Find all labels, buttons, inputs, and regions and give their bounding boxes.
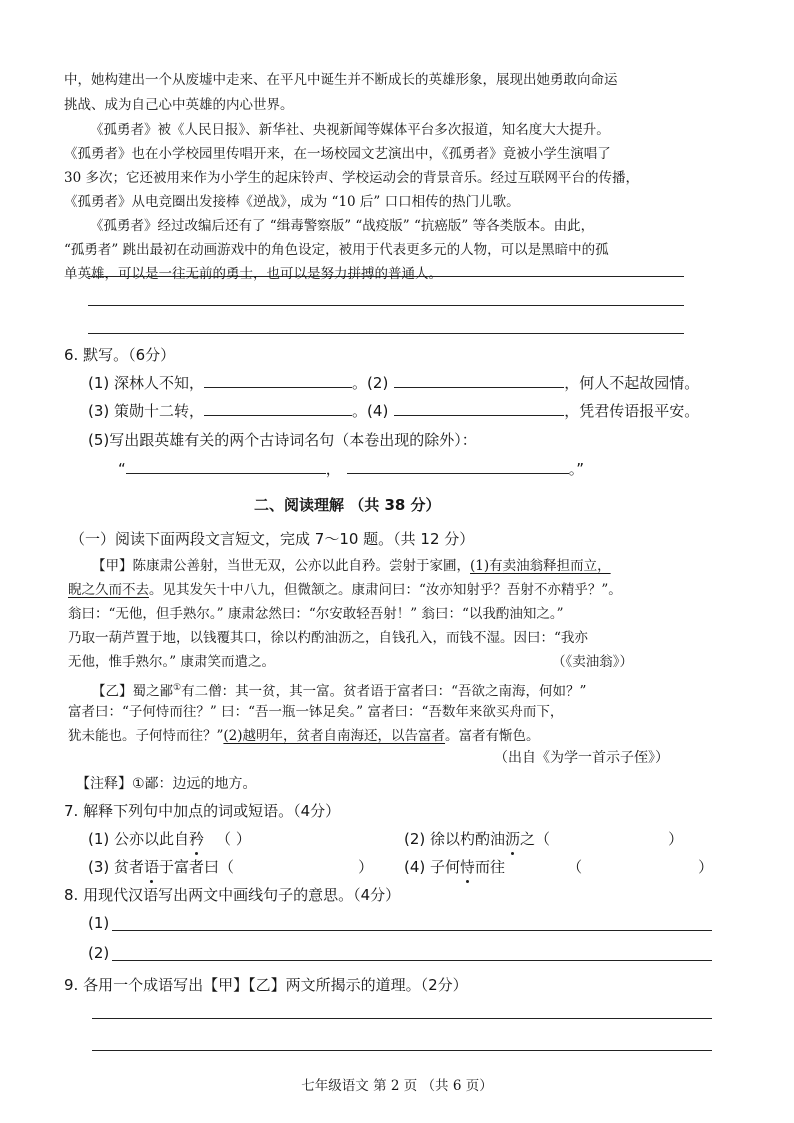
dotted-word: 沥 xyxy=(505,830,521,848)
fill-blank-3[interactable] xyxy=(204,399,352,416)
answer-line[interactable] xyxy=(88,276,684,277)
answer-line[interactable] xyxy=(112,960,712,961)
underlined-sentence-1: (1)有卖油翁释担而立， xyxy=(470,558,611,574)
answer-line[interactable] xyxy=(88,333,684,334)
question-7-item-4: (4) 子何恃而往 （ ） xyxy=(404,858,714,876)
answer-paren[interactable]: （ ） xyxy=(216,830,251,848)
passage-yi-line: 犹未能也。子何恃而往？”(2)越明年，贫者自南海还，以告富者。富者有惭色。 xyxy=(68,728,540,744)
question-6-row-1: (1) 深林人不知， 。(2) ，何人不起故园情。 xyxy=(88,371,699,394)
fill-blank-6[interactable] xyxy=(347,457,569,474)
question-7-title: 7. 解释下列句中加点的词或短语。（4分） xyxy=(64,802,341,820)
underlined-sentence-2: (2)越明年，贫者自南海还，以告富者 xyxy=(223,728,446,744)
answer-line[interactable] xyxy=(88,305,684,306)
question-8-title: 8. 用现代汉语写出两文中画线句子的意思。（4分） xyxy=(64,886,401,904)
question-7-item-1: (1) 公亦以此自矜 （ ） xyxy=(88,830,251,848)
question-6-row-2: (3) 策勋十二转， 。(4) ，凭君传语报平安。 xyxy=(88,399,699,422)
answer-line[interactable] xyxy=(92,1018,712,1019)
question-8-label-1: (1) xyxy=(88,914,110,932)
question-8-label-2: (2) xyxy=(88,944,110,962)
passage-jia-line: 翁曰：“无他，但手熟尔。” 康肃忿然曰：“尔安敢轻吾射！” 翁曰：“以我酌油知之。” xyxy=(68,606,564,622)
passage-line: 挑战、成为自己心中英雄的内心世界。 xyxy=(64,97,294,113)
passage-line: 《孤勇者》被《人民日报》、新华社、央视新闻等媒体平台多次报道，知名度大大提升。 xyxy=(90,122,610,138)
passage-jia-line: 乃取一葫芦置于地，以钱覆其口，徐以杓酌油沥之，自钱孔入，而钱不湿。因曰：“我亦 xyxy=(68,630,588,646)
passage-line: 中，她构建出一个从废墟中走来、在平凡中诞生并不断成长的英雄形象，展现出她勇敢向命运 xyxy=(64,72,618,88)
passage-jia-line: 睨之久而不去。见其发矢十中八九，但微颔之。康肃问曰：“汝亦知射乎？吾射不亦精乎？”。 xyxy=(68,582,622,598)
question-6-row-3: “ ， 。” xyxy=(118,457,584,480)
passage-line: 《孤勇者》也在小学校园里传唱开来，在一场校园文艺演出中，《孤勇者》竟被小学生演唱了 xyxy=(64,146,611,162)
question-7-item-3: (3) 贫者语于富者曰（ ） xyxy=(88,858,374,876)
passage-line: 30 多次；它还被用来作为小学生的起床铃声、学校运动会的背景音乐。经过互联网平台的传播， xyxy=(64,170,639,186)
passage-yi-source: （出自《为学一首示子侄》） xyxy=(494,750,669,766)
passage-jia-source: （《卖油翁》） xyxy=(552,654,633,670)
part-1-title: （一）阅读下面两段文言短文，完成 7～10 题。（共 12 分） xyxy=(70,530,475,548)
passage-line: “孤勇者” 跳出最初在动画游戏中的角色设定，被用于代表更多元的人物，可以是黑暗中的孤 xyxy=(64,242,609,258)
dotted-word: 语 xyxy=(144,858,160,876)
page-footer: 七年级语文 第 2 页 （共 6 页） xyxy=(301,1078,493,1094)
fill-blank-4[interactable] xyxy=(394,399,564,416)
passage-yi-line: 【乙】蜀之鄙①有二僧：其一贫，其一富。贫者语于富者曰：“吾欲之南海，何如？” xyxy=(92,683,587,700)
passage-line: 《孤勇者》经过改编后还有了 “缉毒警察版” “战疫版” “抗癌版” 等各类版本。由此， xyxy=(90,218,595,234)
footnote-marker: ① xyxy=(173,683,182,693)
dotted-word: 矜 xyxy=(189,830,205,848)
passage-jia-line: 无他，惟手熟尔。” 康肃笑而遣之。 xyxy=(68,654,275,670)
underlined-sentence-1-cont: 睨之久而不去 xyxy=(68,582,149,598)
passage-line: 《孤勇者》从电竞圈出发接棒《逆战》，成为 “10 后” 口口相传的热门儿歌。 xyxy=(64,194,520,210)
passage-yi-line: 富者曰：“子何恃而往？” 曰：“吾一瓶一钵足矣。” 富者曰：“吾数年来欲买舟而下， xyxy=(68,704,564,720)
question-6-title: 6. 默写。（6分） xyxy=(64,346,176,364)
question-7-item-2: (2) 徐以杓酌油沥之（ ） xyxy=(404,830,684,848)
question-9-title: 9. 各用一个成语写出【甲】【乙】两文所揭示的道理。（2分） xyxy=(64,976,468,994)
passage-jia-line: 【甲】陈康肃公善射，当世无双，公亦以此自矜。尝射于家圃，(1)有卖油翁释担而立， xyxy=(92,558,611,574)
annotation-note: 【注释】①鄙：边远的地方。 xyxy=(76,776,257,792)
answer-line[interactable] xyxy=(92,1050,712,1051)
dotted-word: 恃 xyxy=(460,858,476,876)
answer-line[interactable] xyxy=(112,930,712,931)
passage-line: 单英雄，可以是一往无前的勇士，也可以是努力拼搏的普通人。 xyxy=(64,266,442,282)
fill-blank-5[interactable] xyxy=(126,457,326,474)
section-title: 二、阅读理解 （共 38 分） xyxy=(254,496,441,514)
fill-blank-1[interactable] xyxy=(204,371,352,388)
question-6-item-5: (5)写出跟英雄有关的两个古诗词名句（本卷出现的除外）： xyxy=(88,431,477,449)
fill-blank-2[interactable] xyxy=(394,371,564,388)
